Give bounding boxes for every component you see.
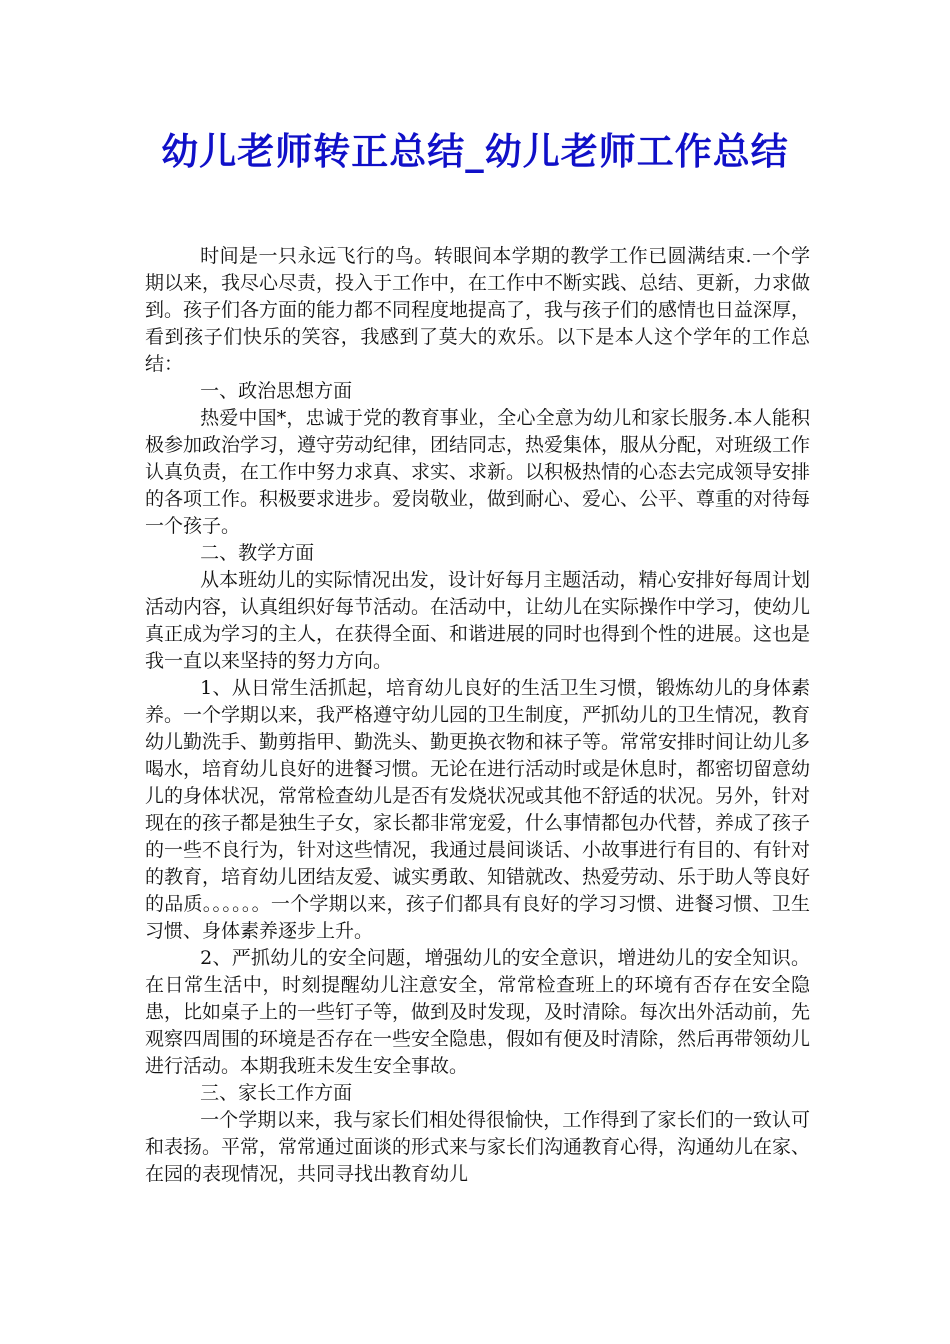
section-heading-teaching: 二、教学方面 (200, 542, 315, 564)
document-title: 幼儿老师转正总结_幼儿老师工作总结 (161, 130, 789, 173)
hygiene-paragraph: 1、从日常生活抓起，培育幼儿良好的生活卫生习惯，锻炼幼儿的身体素养。一个学期以来，我严格遵守幼儿园的卫生制度，严抓幼儿的卫生情况，教育幼儿勤洗手、勤剪指甲、勤洗头、勤更换衣物和袜子等。常常安排时间让幼儿多喝水，培育幼儿良好的进餐习惯。无论在进行活动时或是休息时，都密切留意幼儿的身体状况，常常检查幼儿是否有发烧状况或其他不舒适的状况。另外，针对现在的孩子都是独生子女，家长都非常宠爱，什么事情都包办代替，养成了孩子的一些不良行为，针对这些情况，我通过晨间谈话、小故事进行有目的、有针对的教育，培育幼儿团结友爱、诚实勇敢、知错就改、热爱劳动、乐于助人等良好的品质。。。。。。一个学期以来，孩子们都具有良好的学习习惯、进餐习惯、卫生习惯、身体素养逐步上升。 (145, 677, 811, 942)
politics-paragraph: 热爱中国*，忠诚于党的教育事业，全心全意为幼儿和家长服务.本人能积极参加政治学习，遵守劳动纪律，团结同志，热爱集体，服从分配，对班级工作认真负责，在工作中努力求真、求实、求新。以积极热情的心态去完成领导安排的各项工作。积极要求进步。爱岗敬业，做到耐心、爱心、公平、尊重的对待每一个孩子。 (145, 407, 811, 537)
section-heading-politics: 一、政治思想方面 (200, 380, 353, 402)
section-heading-parents: 三、家长工作方面 (200, 1082, 353, 1104)
teaching-paragraph: 从本班幼儿的实际情况出发，设计好每月主题活动，精心安排好每周计划活动内容，认真组织好每节活动。在活动中，让幼儿在实际操作中学习，使幼儿真正成为学习的主人，在获得全面、和谐进展的同时也得到个性的进展。这也是我一直以来坚持的努力方向。 (145, 569, 811, 672)
safety-paragraph: 2、严抓幼儿的安全问题，增强幼儿的安全意识，增进幼儿的安全知识。在日常生活中，时刻提醒幼儿注意安全，常常检查班上的环境有否存在安全隐患，比如桌子上的一些钉子等，做到及时发现，及时清除。每次出外活动前，先观察四周围的环境是否存在一些安全隐患，假如有便及时清除，然后再带领幼儿进行活动。本期我班未发生安全事故。 (145, 947, 811, 1077)
document-body (145, 243, 810, 1188)
parents-paragraph: 一个学期以来，我与家长们相处得很愉快，工作得到了家长们的一致认可和表扬。平常，常常通过面谈的形式来与家长们沟通教育心得，沟通幼儿在家、在园的表现情况，共同寻找出教育幼儿 (145, 1109, 811, 1185)
intro-paragraph: 时间是一只永远飞行的鸟。转眼间本学期的教学工作已圆满结束.一个学期以来，我尽心尽责，投入于工作中，在工作中不断实践、总结、更新，力求做到。孩子们各方面的能力都不同程度地提高了，我与孩子们的感情也日益深厚，看到孩子们快乐的笑容，我感到了莫大的欢乐。以下是本人这个学年的工作总结： (145, 245, 811, 375)
